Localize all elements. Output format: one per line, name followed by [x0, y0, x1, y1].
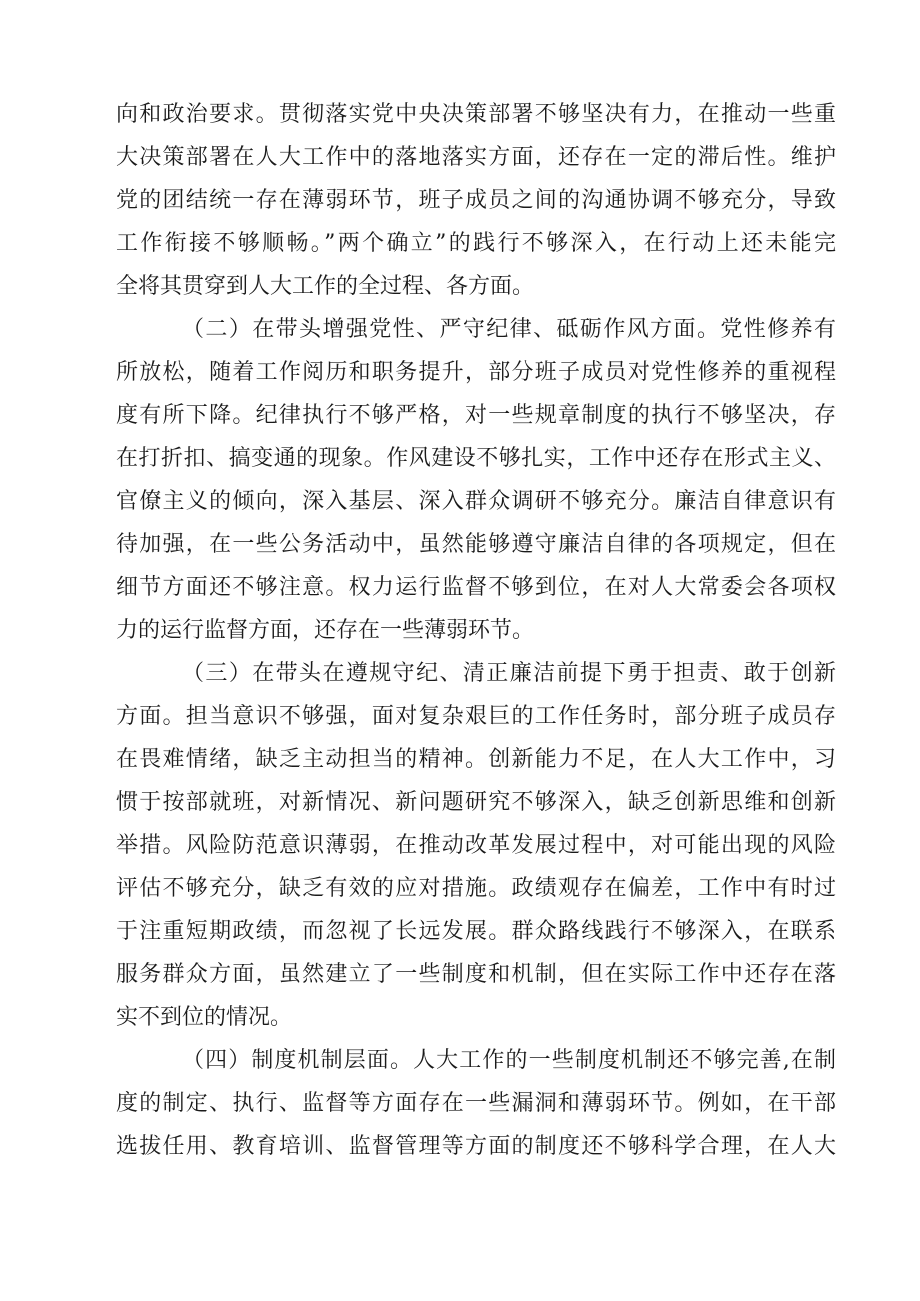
paragraph-line: 工作衔接不够顺畅。”两个确立”的践行不够深入，在行动上还未能完 [116, 231, 836, 256]
paragraph-line: 度的制定、执行、监督等方面存在一些漏洞和薄弱环节。例如，在干部 [116, 1091, 836, 1116]
paragraph-line: 细节方面还不够注意。权力运行监督不够到位，在对人大常委会各项权 [116, 575, 836, 600]
paragraph-line: 惯于按部就班，对新情况、新问题研究不够深入，缺乏创新思维和创新 [116, 790, 836, 815]
paragraph-line: 所放松，随着工作阅历和职务提升，部分班子成员对党性修养的重视程 [116, 360, 836, 385]
section-heading-line: （二）在带头增强党性、严守纪律、砥砺作风方面。党性修养有 [182, 317, 836, 342]
section-heading-line: （四）制度机制层面。人大工作的一些制度机制还不够完善,在制 [182, 1048, 836, 1073]
paragraph-line: 服务群众方面，虽然建立了一些制度和机制，但在实际工作中还存在落 [116, 962, 836, 987]
paragraph-line: 选拔任用、教育培训、监督管理等方面的制度还不够科学合理，在人大 [116, 1134, 836, 1159]
document-body [116, 93, 836, 1168]
paragraph-line: 在畏难情绪，缺乏主动担当的精神。创新能力不足，在人大工作中，习 [116, 747, 836, 772]
paragraph-line: 力的运行监督方面，还存在一些薄弱环节。 [116, 618, 535, 643]
paragraph-line: 实不到位的情况。 [116, 1005, 293, 1030]
paragraph-line: 度有所下降。纪律执行不够严格，对一些规章制度的执行不够坚决，存 [116, 403, 836, 428]
paragraph-line: 党的团结统一存在薄弱环节，班子成员之间的沟通协调不够充分，导致 [116, 188, 836, 213]
paragraph-line: 待加强，在一些公务活动中，虽然能够遵守廉洁自律的各项规定，但在 [116, 532, 836, 557]
paragraph-line: 向和政治要求。贯彻落实党中央决策部署不够坚决有力，在推动一些重 [116, 102, 836, 127]
paragraph-line: 在打折扣、搞变通的现象。作风建设不够扎实，工作中还存在形式主义、 [116, 446, 836, 471]
paragraph-line: 全将其贯穿到人大工作的全过程、各方面。 [116, 274, 535, 299]
paragraph-line: 评估不够充分，缺乏有效的应对措施。政绩观存在偏差，工作中有时过 [116, 876, 836, 901]
paragraph-line: 大决策部署在人大工作中的落地落实方面，还存在一定的滞后性。维护 [116, 145, 836, 170]
paragraph-line: 官僚主义的倾向，深入基层、深入群众调研不够充分。廉洁自律意识有 [116, 489, 836, 514]
section-heading-line: （三）在带头在遵规守纪、清正廉洁前提下勇于担责、敢于创新 [182, 661, 836, 686]
paragraph-line: 于注重短期政绩，而忽视了长远发展。群众路线践行不够深入，在联系 [116, 919, 836, 944]
paragraph-line: 方面。担当意识不够强，面对复杂艰巨的工作任务时，部分班子成员存 [116, 704, 836, 729]
paragraph-line: 举措。风险防范意识薄弱，在推动改革发展过程中，对可能出现的风险 [116, 833, 836, 858]
